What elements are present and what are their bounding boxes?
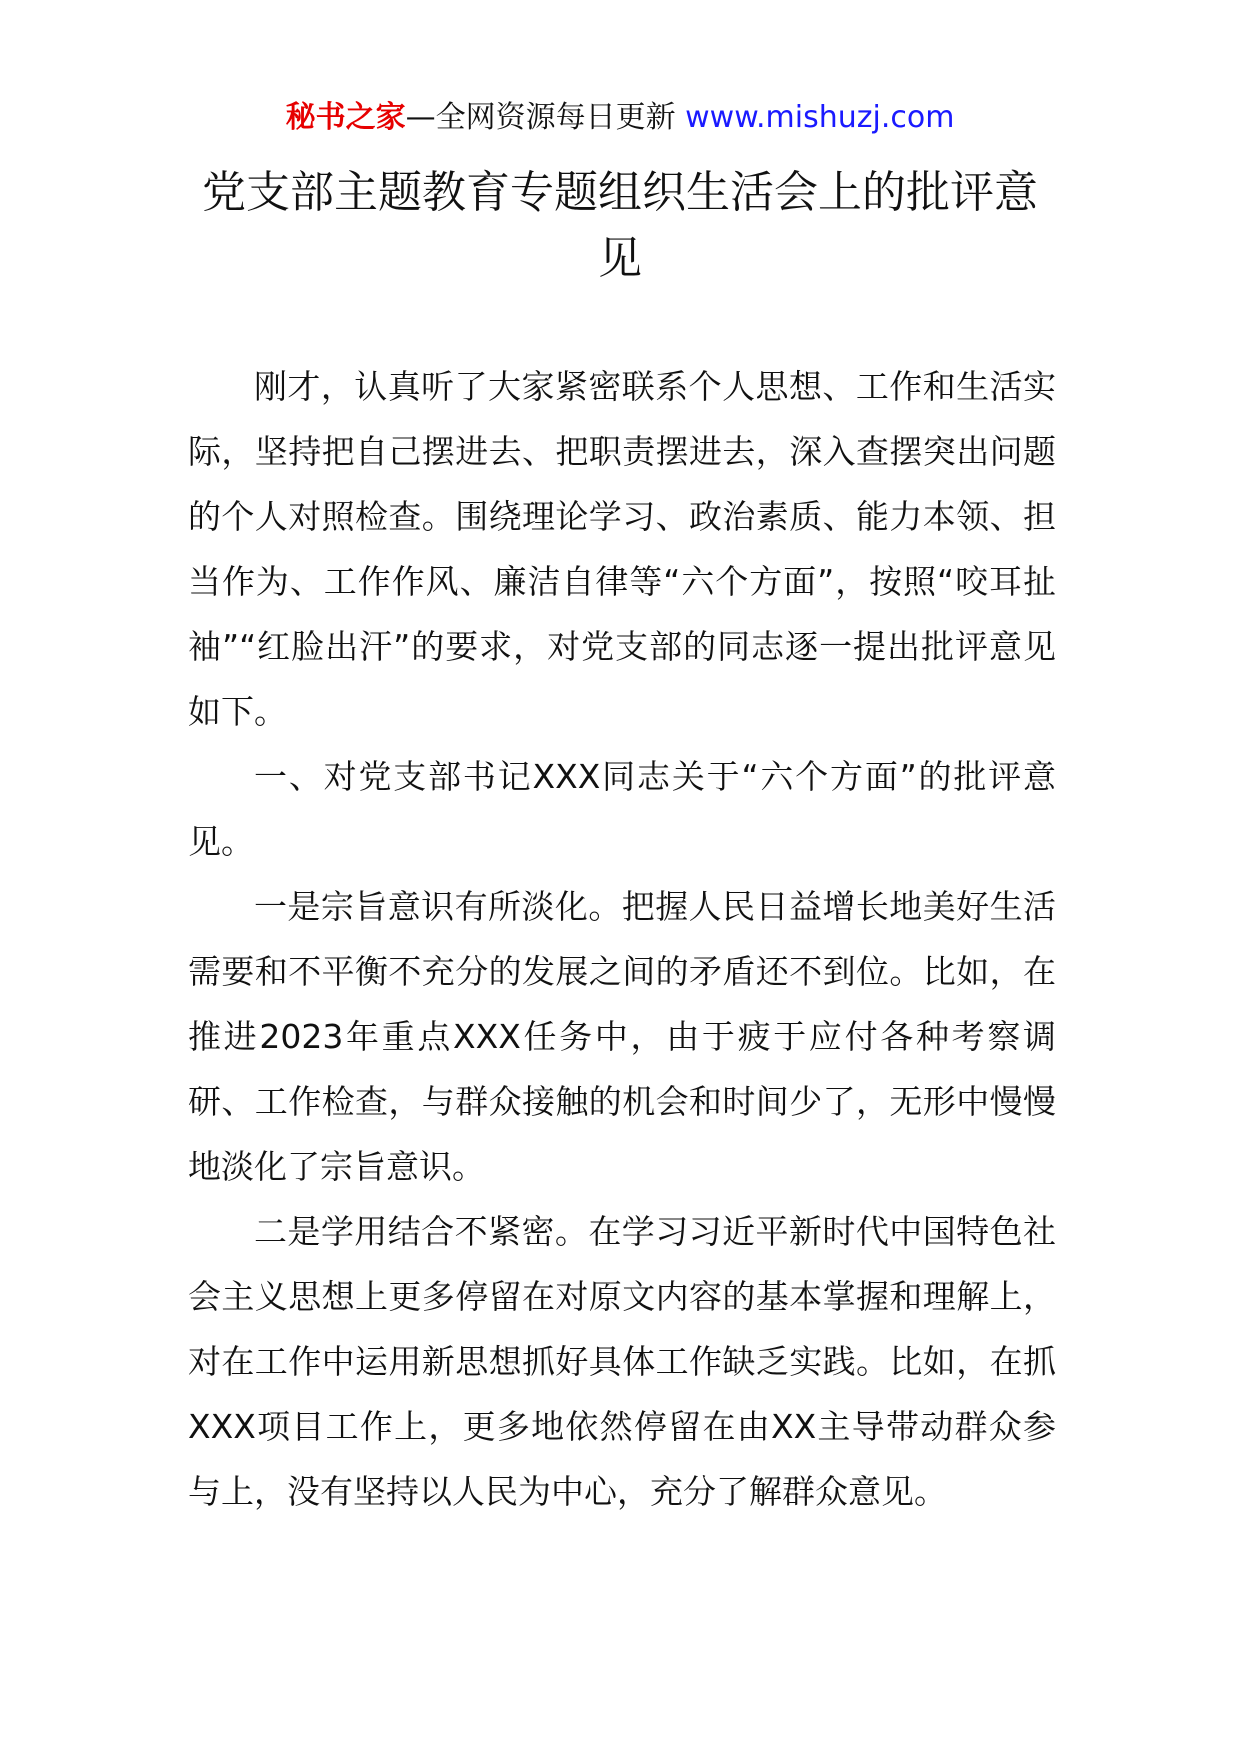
- header-tagline: —全网资源每日更新: [405, 100, 686, 135]
- document-title: 党支部主题教育专题组织生活会上的批评意见: [202, 167, 1038, 284]
- paragraph-point-2: 二是学用结合不紧密。在学习习近平新时代中国特色社会主义思想上更多停留在对原文内容的基本掌握和理解上，对在工作中运用新思想抓好具体工作缺乏实践。比如，在抓XXX项目工作上，更多地依然停留在由XX主导带动群众参与上，没有坚持以人民为中心，充分了解群众意见。: [188, 1212, 1056, 1511]
- paragraph-point-1: 一是宗旨意识有所淡化。把握人民日益增长地美好生活需要和不平衡不充分的发展之间的矛盾还不到位。比如，在推进2023年重点XXX任务中，由于疲于应付各种考察调研、工作检查，与群众接触的机会和时间少了，无形中慢慢地淡化了宗旨意识。: [188, 887, 1056, 1186]
- site-header: [0, 98, 1240, 138]
- site-url-link[interactable]: www.mishuzj.com: [685, 100, 955, 135]
- document-body: [188, 354, 1056, 1524]
- section-heading-1: 一、对党支部书记XXX同志关于“六个方面”的批评意见。: [188, 757, 1056, 861]
- paragraph-intro: 刚才，认真听了大家紧密联系个人思想、工作和生活实际，坚持把自己摆进去、把职责摆进去，深入查摆突出问题的个人对照检查。围绕理论学习、政治素质、能力本领、担当作为、工作作风、廉洁自律等“六个方面”，按照“咬耳扯袖”“红脸出汗”的要求，对党支部的同志逐一提出批评意见如下。: [188, 367, 1056, 731]
- brand-name: 秘书之家: [285, 100, 406, 135]
